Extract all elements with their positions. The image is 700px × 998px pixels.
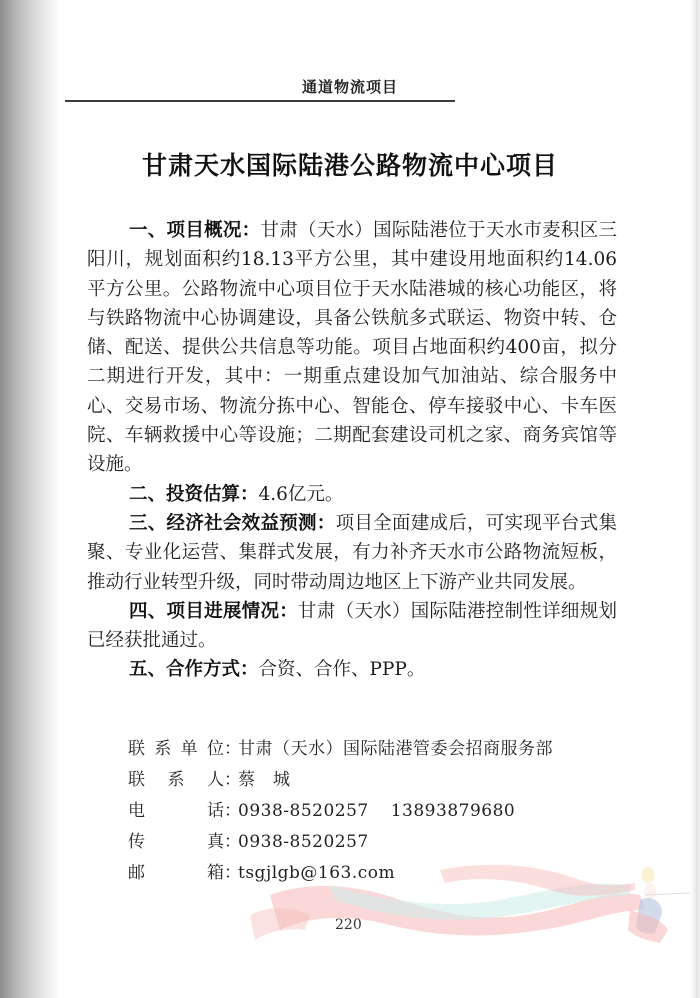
contact-row-person bbox=[128, 765, 608, 796]
section-text: 合资、合作、PPP。 bbox=[258, 659, 426, 681]
contact-colon: ： bbox=[224, 739, 241, 759]
contact-fax-value: 0938-8520257 bbox=[238, 832, 369, 852]
contact-email-value: tsgjlgb@163.com bbox=[238, 863, 396, 883]
contact-label: 传 真 bbox=[128, 832, 224, 852]
section-text: 甘肃（天水）国际陆港位于天水市麦积区三阳川，规划面积约18.13平方公里，其中建设用地面积约14.06平方公里。公路物流中心项目位于天水陆港城的核心功能区，将与铁路物流中心协调建设，具备公铁航多式联运、物资中转、仓储、配送、提供公共信息等功能。项目占地面积约400亩，拟分二期进行开发，其中：一期重点建设加气加油站、综合服务中心、交易市场、物流分拣中心、智能仓、停车接驳中心、卡车医院、车辆救援中心等设施；二期配套建设司机之家、商务宾馆等设施。 bbox=[87, 220, 617, 476]
section-heading: 五、合作方式： bbox=[129, 659, 259, 681]
running-header: 通道物流项目 bbox=[301, 78, 398, 96]
contact-colon: ： bbox=[224, 801, 241, 821]
contact-row-unit bbox=[128, 734, 608, 765]
section-progress bbox=[87, 597, 617, 656]
section-heading: 二、投资估算： bbox=[129, 483, 259, 505]
contact-label: 电 话 bbox=[128, 801, 224, 821]
section-heading: 三、经济社会效益预测： bbox=[129, 512, 336, 534]
header-rule bbox=[65, 100, 455, 102]
contact-row-phone bbox=[128, 796, 608, 827]
section-heading: 四、项目进展情况： bbox=[129, 600, 299, 622]
contact-phone-value: 0938-8520257 13893879680 bbox=[238, 801, 516, 821]
document-title: 甘肃天水国际陆港公路物流中心项目 bbox=[141, 151, 558, 180]
contact-row-fax bbox=[128, 827, 608, 858]
contact-colon: ： bbox=[224, 770, 241, 790]
document-body bbox=[87, 216, 617, 685]
section-overview bbox=[87, 216, 617, 480]
contact-person-value: 蔡 城 bbox=[238, 770, 291, 790]
contact-label: 邮 箱 bbox=[128, 863, 224, 883]
page-number: 220 bbox=[335, 917, 362, 933]
section-heading: 一、项目概况： bbox=[129, 220, 261, 241]
section-investment bbox=[87, 480, 617, 509]
contact-label: 联 系 人 bbox=[128, 770, 224, 790]
flying-apsaras-ribbon-illustration bbox=[250, 855, 690, 965]
section-benefits bbox=[87, 509, 617, 597]
contact-colon: ： bbox=[224, 863, 241, 883]
contact-mobile-value: 13893879680 bbox=[390, 801, 516, 821]
section-text: 4.6亿元。 bbox=[258, 483, 344, 505]
contact-label: 联 系 单 位 bbox=[128, 739, 224, 759]
section-text: 项目全面建成后，可实现平台式集聚、专业化运营、集群式发展，有力补齐天水市公路物流短板，推动行业转型升级，同时带动周边地区上下游产业共同发展。 bbox=[87, 512, 617, 593]
section-text: 甘肃（天水）国际陆港控制性详细规划已经获批通过。 bbox=[87, 600, 617, 652]
contact-colon: ： bbox=[224, 832, 241, 852]
contact-unit-value: 甘肃（天水）国际陆港管委会招商服务部 bbox=[238, 739, 553, 759]
section-cooperation bbox=[87, 655, 617, 684]
